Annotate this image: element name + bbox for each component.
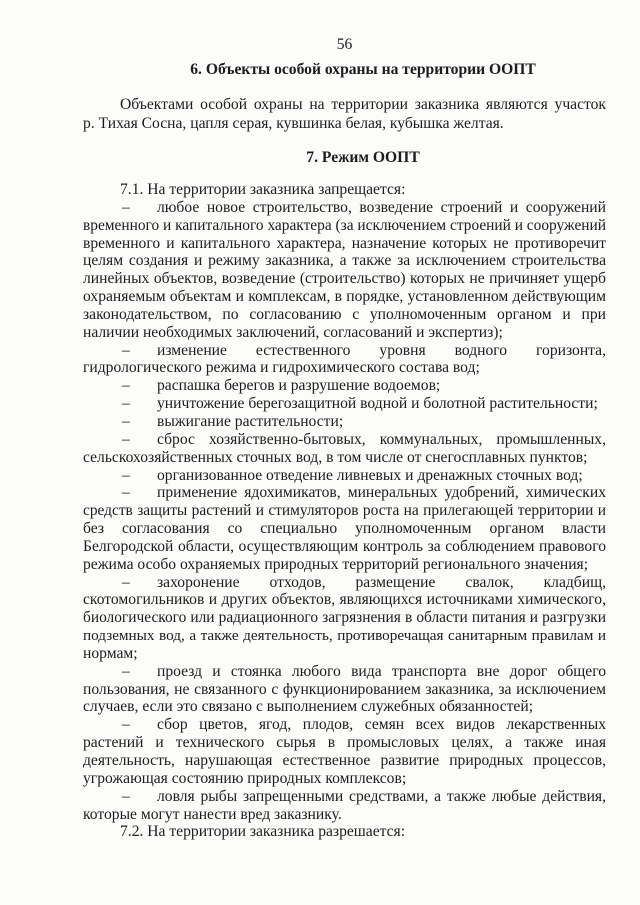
prohibited-item <box>83 788 606 824</box>
list-item-line: охраняемым объектам и комплексам, в порядке, установленном действующим <box>83 288 606 306</box>
dash-marker: – <box>122 484 130 502</box>
prohibited-item <box>83 413 606 431</box>
page-number: 56 <box>336 36 353 53</box>
list-item-line: биологического или радиационного загрязнения в области питания и разгрузки <box>83 609 606 627</box>
list-item-first-line <box>83 716 606 734</box>
list-item-first-line <box>83 663 606 681</box>
list-item-text: сброс хозяйственно-бытовых, коммунальных, промышленных, <box>157 430 606 448</box>
list-item-line: режима особо охраняемых природных территорий регионального значения; <box>83 555 589 573</box>
dash-marker: – <box>122 716 130 734</box>
list-item-line: деятельность, нарушающая естественное развитие природных процессов, <box>83 752 606 769</box>
dash-marker: – <box>122 377 130 395</box>
prohibited-item <box>83 431 606 467</box>
list-item-text: организованное отведение ливневых и дренажных сточных вод; <box>157 466 583 484</box>
list-item-line: угрожающая состоянию природных комплексов; <box>83 769 407 787</box>
list-item-text: проезд и стоянка любого вида транспорта вне дорог общего <box>157 662 606 680</box>
list-item-line: без согласования со специально уполномоченным органом власти <box>83 520 606 538</box>
prohibited-item <box>83 377 606 395</box>
list-item-first-line <box>83 199 606 217</box>
clause-7-1: 7.1. На территории заказника запрещается: <box>120 181 406 198</box>
list-item-first-line <box>83 395 606 413</box>
list-item-text: выжигание растительности; <box>157 412 344 430</box>
list-item-line: линейных объектов, возведение (строительство) которых не причиняет ущерб <box>83 270 606 288</box>
dash-marker: – <box>122 412 130 430</box>
list-item-line: законодательством, по согласованию с уполномоченным органом и при <box>83 305 606 323</box>
list-item-line: пользования, не связанного с функционированием заказника, за исключением <box>83 680 606 698</box>
list-item-first-line <box>83 467 606 485</box>
list-item-first-line <box>83 788 606 806</box>
prohibited-item <box>83 395 606 413</box>
list-item-text: ловля рыбы запрещенными средствами, а также любые действия, <box>157 787 606 805</box>
dash-marker: – <box>122 466 130 484</box>
dash-marker: – <box>122 395 130 413</box>
list-item-line: гидрологического режима и гидрохимического состава вод; <box>83 359 480 377</box>
prohibited-item <box>83 199 606 342</box>
list-item-first-line <box>83 342 606 360</box>
list-item-line: целям создания и режиму заказника, а также за исключением строительства <box>83 252 606 270</box>
text-column <box>83 36 606 841</box>
list-item-text: любое новое строительство, возведение строений и сооружений <box>157 198 606 216</box>
prohibited-item <box>83 467 606 485</box>
list-item-line: подземных вод, а также деятельность, противоречащая санитарным правилам и <box>83 627 606 645</box>
dash-marker: – <box>122 662 130 680</box>
list-item-text: применение ядохимикатов, минеральных удобрений, химических <box>157 484 606 502</box>
list-item-line: Белгородской области, осуществляющим контроль за соблюдением правового <box>83 537 606 555</box>
list-item-line: скотомогильников и других объектов, являющихся источниками химического, <box>83 591 606 609</box>
list-item-first-line <box>83 574 606 592</box>
list-item-text: уничтожение берегозащитной водной и болотной растительности; <box>157 395 598 413</box>
prohibited-item <box>83 574 606 663</box>
list-item-line: сельскохозяйственных сточных вод, в том числе от снегосплавных пунктов; <box>83 448 588 466</box>
list-item-text: распашка берегов и разрушение водоемов; <box>157 377 441 395</box>
prohibited-item <box>83 484 606 573</box>
list-item-first-line <box>83 377 606 395</box>
list-item-line: временного и капитального характера, назначение которых не противоречит <box>83 234 606 252</box>
dash-marker: – <box>122 787 130 805</box>
paragraph-line: Объектами особой охраны на территории заказника являются участок <box>120 96 606 113</box>
section-7-heading: 7. Режим ООПТ <box>306 149 420 166</box>
section-6-heading: 6. Объекты особой охраны на территории ООПТ <box>190 61 536 78</box>
dash-marker: – <box>122 198 130 216</box>
list-item-line: наличии необходимых заключений, согласований и экспертиз); <box>83 323 503 341</box>
section-6-paragraph <box>83 95 606 133</box>
list-item-line: средств защиты растений и стимуляторов роста на прилегающей территории и <box>83 502 606 520</box>
list-item-text: захоронение отходов, размещение свалок, кладбищ, <box>157 573 606 591</box>
paragraph-line: р. Тихая Сосна, цапля серая, кувшинка белая, кубышка желтая. <box>83 115 504 132</box>
list-item-line: нормам; <box>83 644 138 662</box>
dash-marker: – <box>122 341 130 359</box>
list-item-line: временного и капитального характера (за исключением строений и сооружений <box>83 216 606 234</box>
dash-marker: – <box>122 573 130 591</box>
list-item-first-line <box>83 431 606 449</box>
prohibited-item <box>83 663 606 717</box>
dash-marker: – <box>122 430 130 448</box>
list-item-line: растений и технического сырья в промысловых целях, а также иная <box>83 734 606 752</box>
list-item-line: случаев, если это связано с выполнением служебных обязанностей; <box>83 698 534 716</box>
list-item-text: изменение естественного уровня водного горизонта, <box>157 341 606 359</box>
list-item-first-line <box>83 413 606 431</box>
list-item-first-line <box>83 484 606 502</box>
list-item-line: которые могут нанести вред заказнику. <box>83 805 342 823</box>
prohibited-item <box>83 342 606 378</box>
clause-7-2: 7.2. На территории заказника разрешается: <box>120 823 406 841</box>
prohibited-item <box>83 716 606 787</box>
list-item-text: сбор цветов, ягод, плодов, семян всех видов лекарственных <box>157 716 606 734</box>
